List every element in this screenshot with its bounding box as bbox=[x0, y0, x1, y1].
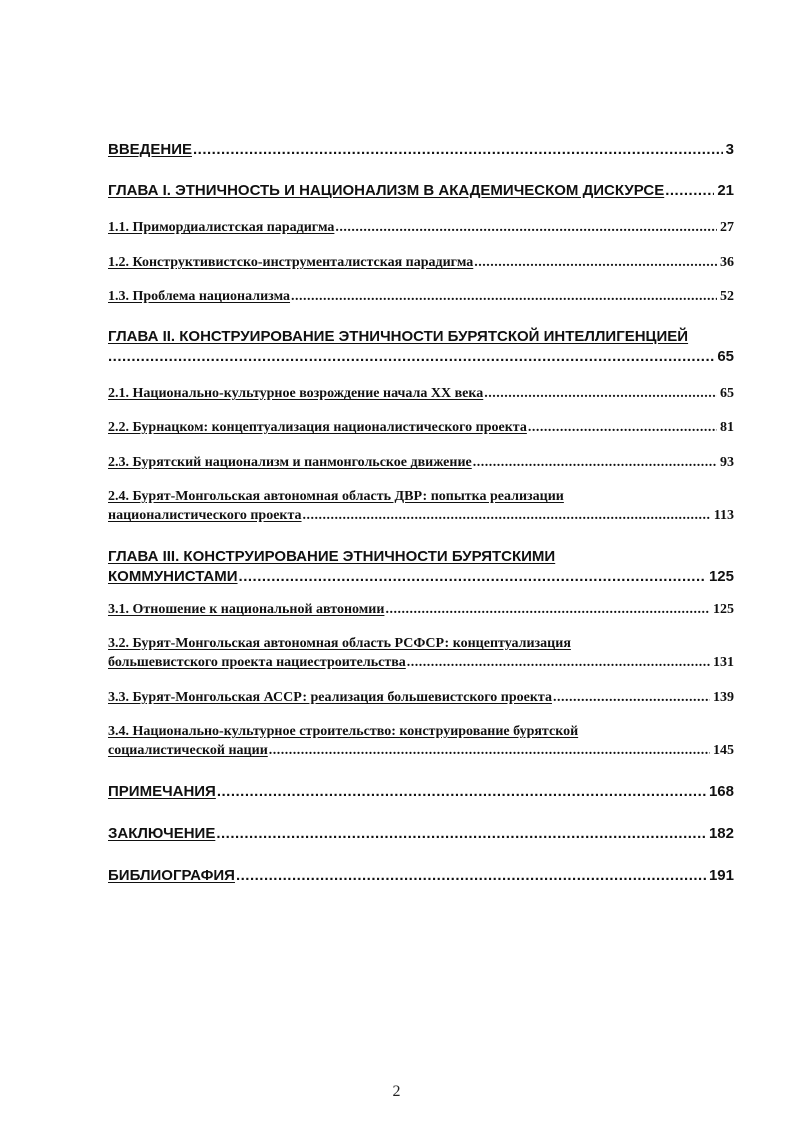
toc-page: 191 bbox=[708, 867, 734, 884]
toc-entry-section-3-2[interactable] bbox=[108, 634, 734, 672]
toc-title: ГЛАВА II. КОНСТРУИРОВАНИЕ ЭТНИЧНОСТИ БУРЯТСКОЙ ИНТЕЛЛИГЕНЦИЕЙ bbox=[108, 328, 689, 345]
toc-title-line-1: ГЛАВА III. КОНСТРУИРОВАНИЕ ЭТНИЧНОСТИ БУРЯТСКИМИ bbox=[108, 548, 556, 565]
toc-page: 182 bbox=[708, 825, 734, 842]
toc-entry-chapter-2[interactable] bbox=[108, 327, 734, 367]
leader-dots bbox=[407, 653, 710, 672]
toc-title: 2.1. Национально-культурное возрождение начала XX века bbox=[108, 386, 484, 401]
leader-dots bbox=[303, 506, 711, 525]
toc-title-line-2: социалистической нации bbox=[108, 743, 268, 758]
leader-dots bbox=[335, 218, 717, 237]
toc-title-line-1: 3.2. Бурят-Монгольская автономная область РСФСР: концептуализация bbox=[108, 636, 571, 651]
toc-title: 1.2. Конструктивистско-инструменталистская парадигма bbox=[108, 255, 474, 270]
toc-page: 36 bbox=[720, 255, 734, 270]
toc-title: 3.1. Отношение к национальной автономии bbox=[108, 602, 385, 617]
toc-title: 2.3. Бурятский национализм и панмонгольское движение bbox=[108, 455, 472, 470]
leader-dots bbox=[193, 140, 723, 160]
toc-title-line-2: КОММУНИСТАМИ bbox=[108, 568, 238, 585]
toc-page: 27 bbox=[720, 220, 734, 235]
leader-dots bbox=[385, 600, 710, 619]
leader-dots bbox=[236, 866, 706, 886]
toc-title-line-1: 3.4. Национально-культурное строительство: конструирование бурятской bbox=[108, 724, 579, 739]
toc-page: 65 bbox=[720, 386, 734, 401]
toc-entry-section-2-3[interactable] bbox=[108, 453, 734, 472]
leader-dots bbox=[291, 287, 717, 306]
toc-entry-notes[interactable] bbox=[108, 782, 734, 802]
toc-page: 139 bbox=[713, 690, 734, 705]
toc-entry-section-3-4[interactable] bbox=[108, 722, 734, 760]
toc-title: 1.1. Примордиалистская парадигма bbox=[108, 220, 335, 235]
leader-dots bbox=[269, 741, 710, 760]
toc-page: 125 bbox=[708, 568, 734, 585]
toc-page: 125 bbox=[713, 602, 734, 617]
toc-entry-section-1-1[interactable] bbox=[108, 218, 734, 237]
leader-dots bbox=[217, 782, 706, 802]
toc-title: 1.3. Проблема национализма bbox=[108, 289, 291, 304]
toc-entry-chapter-1[interactable] bbox=[108, 181, 734, 201]
toc-title: 3.3. Бурят-Монгольская АССР: реализация большевистского проекта bbox=[108, 690, 552, 705]
toc-entry-section-2-4[interactable] bbox=[108, 487, 734, 525]
toc-title: ПРИМЕЧАНИЯ bbox=[108, 783, 216, 800]
toc-title: ГЛАВА I. ЭТНИЧНОСТЬ И НАЦИОНАЛИЗМ В АКАДЕМИЧЕСКОМ ДИСКУРСЕ bbox=[108, 182, 665, 199]
page-number: 2 bbox=[392, 1083, 401, 1100]
toc-page: 145 bbox=[713, 743, 734, 758]
toc-page: 52 bbox=[720, 289, 734, 304]
toc-page: 65 bbox=[717, 348, 734, 365]
toc-page: 131 bbox=[713, 655, 734, 670]
toc-entry-section-2-1[interactable] bbox=[108, 384, 734, 403]
leader-dots bbox=[216, 824, 706, 844]
leader-dots bbox=[484, 384, 717, 403]
toc-title: ЗАКЛЮЧЕНИЕ bbox=[108, 825, 216, 842]
toc-entry-intro[interactable] bbox=[108, 140, 734, 160]
toc-entry-section-1-2[interactable] bbox=[108, 253, 734, 272]
toc-entry-section-2-2[interactable] bbox=[108, 418, 734, 437]
toc-title: 2.2. Бурнацком: концептуализация националистического проекта bbox=[108, 420, 527, 435]
toc-title: БИБЛИОГРАФИЯ bbox=[108, 867, 235, 884]
toc-entry-conclusion[interactable] bbox=[108, 824, 734, 844]
leader-dots bbox=[665, 181, 714, 201]
toc-page: 3 bbox=[725, 141, 734, 158]
toc-entry-chapter-3[interactable] bbox=[108, 547, 734, 587]
leader-dots bbox=[528, 418, 717, 437]
leader-dots bbox=[108, 347, 714, 367]
toc-title-line-2: националистического проекта bbox=[108, 508, 302, 523]
toc-page: 93 bbox=[720, 455, 734, 470]
toc-title-line-2: большевистского проекта нациестроительства bbox=[108, 655, 406, 670]
toc-title-line-1: 2.4. Бурят-Монгольская автономная область ДВР: попытка реализации bbox=[108, 489, 564, 504]
leader-dots bbox=[474, 253, 717, 272]
leader-dots bbox=[239, 567, 706, 587]
toc-page: 168 bbox=[708, 783, 734, 800]
toc-page: 113 bbox=[713, 508, 734, 523]
toc-page: 21 bbox=[717, 182, 734, 199]
toc-entry-bibliography[interactable] bbox=[108, 866, 734, 886]
toc-entry-section-3-1[interactable] bbox=[108, 600, 734, 619]
leader-dots bbox=[473, 453, 717, 472]
leader-dots bbox=[553, 688, 710, 707]
toc-page: 81 bbox=[720, 420, 734, 435]
toc-title: ВВЕДЕНИЕ bbox=[108, 141, 192, 158]
toc-entry-section-3-3[interactable] bbox=[108, 688, 734, 707]
toc-entry-section-1-3[interactable] bbox=[108, 287, 734, 306]
